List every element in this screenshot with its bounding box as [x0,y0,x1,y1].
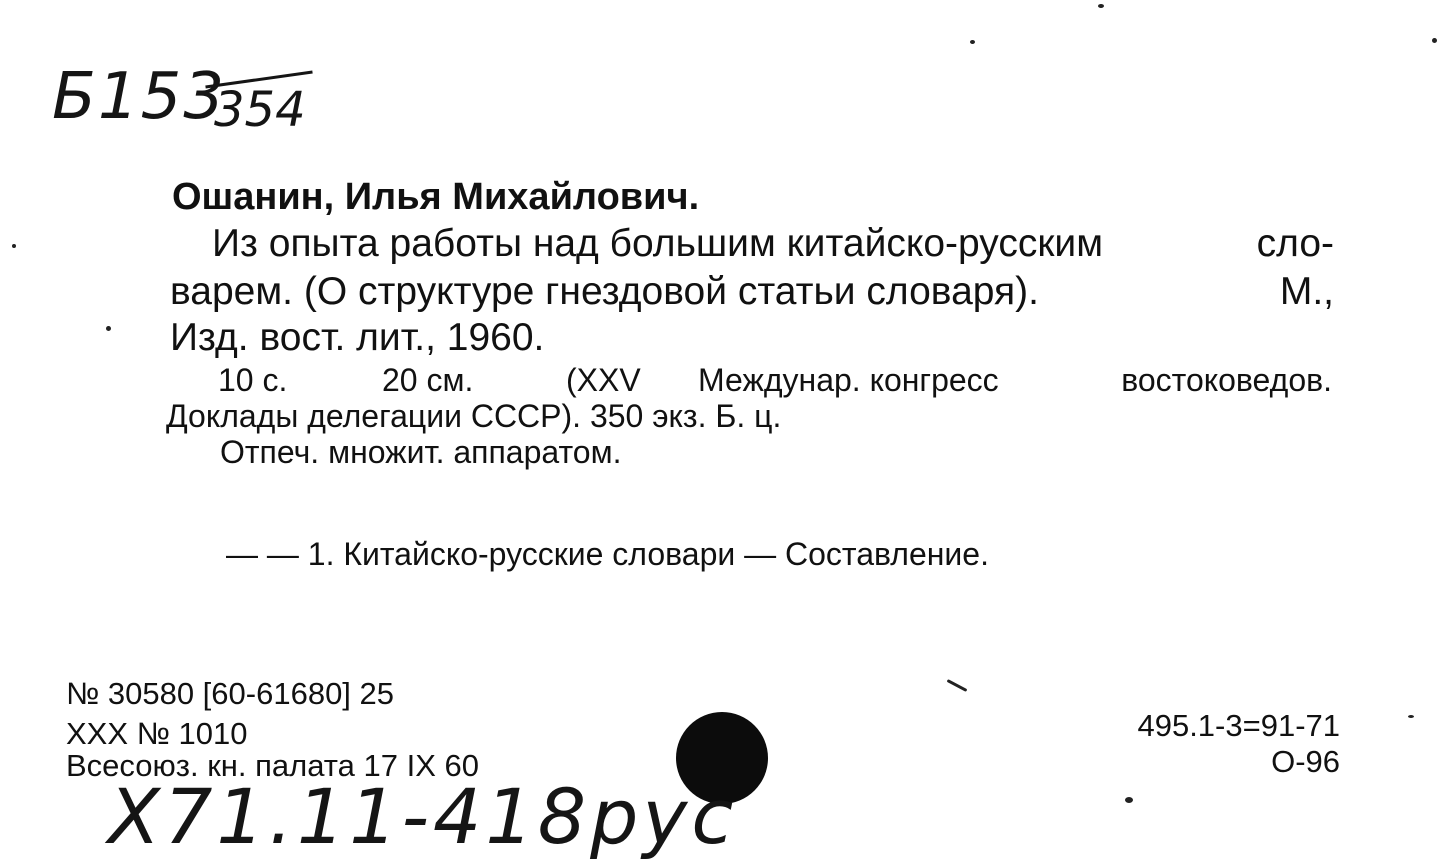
physical-note: Отпеч. множит. аппаратом. [220,434,622,470]
title-line-1-end: сло- [1256,222,1334,265]
author-heading: Ошанин, Илья Михайлович. [172,176,700,218]
handwritten-call-number: Х71.11-418рус [108,772,738,861]
handwritten-shelfmark-fraction: 354 [214,82,306,138]
cutter-number: О-96 [1271,744,1340,779]
scan-speck [1432,38,1437,43]
scan-speck [970,40,975,44]
classification-code: 495.1-3=91-71 [1137,708,1340,743]
scan-speck [1125,797,1133,803]
scan-speck [106,326,111,331]
issuer-line: Всесоюз. кн. палата 17 IX 60 [66,748,479,783]
series-end: востоковедов. [1121,362,1332,398]
subject-heading: — — 1. Китайско-русские словари — Составление. [226,536,989,572]
title-line-2-end: М., [1279,270,1334,313]
series-start: (XXV [566,362,641,398]
series-number: XXX № 1010 [66,716,248,751]
title-line-1: Из опыта работы над большим китайско-русским [212,222,1104,265]
scan-speck [12,244,16,248]
collation-size: 20 см. [382,362,474,398]
scan-speck [947,679,968,692]
series-mid: Междунар. конгресс [698,362,999,398]
record-number: № 30580 [60-61680] 25 [66,676,395,711]
scan-speck [1408,715,1414,718]
handwritten-shelfmark: Б153 [52,60,227,134]
title-line-2: варем. (О структуре гнездовой статьи словаря). [170,270,1039,313]
imprint: Изд. вост. лит., 1960. [170,316,545,359]
series-line-2: Доклады делегации СССР). 350 экз. Б. ц. [166,398,782,434]
collation-pages: 10 с. [218,362,288,398]
scan-speck [1098,4,1104,8]
